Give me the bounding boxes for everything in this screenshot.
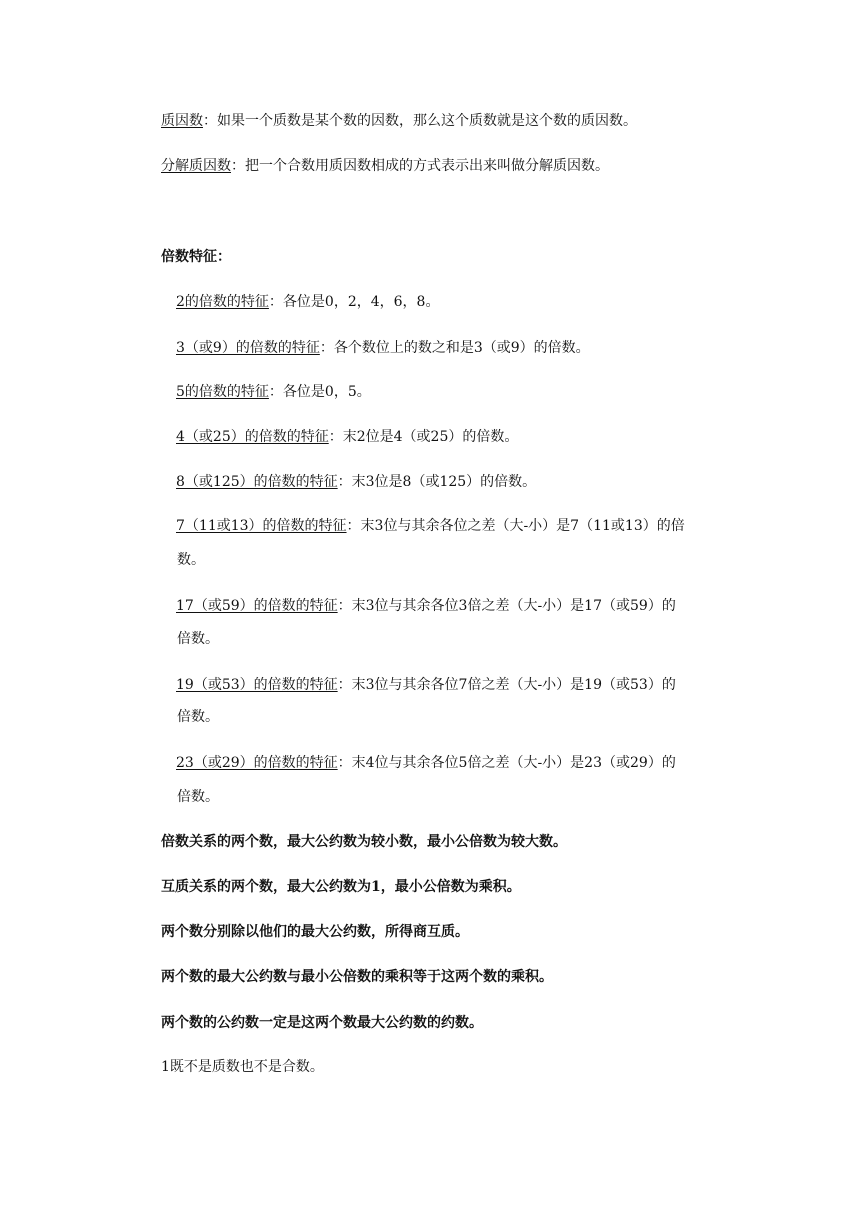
feature-label: 19（或53）的倍数的特征 xyxy=(176,677,338,693)
feature-item xyxy=(176,427,518,447)
feature-label: 3（或9）的倍数的特征 xyxy=(176,340,320,356)
final-note: 1既不是质数也不是合数。 xyxy=(161,1059,324,1075)
definition-prime-factorization xyxy=(161,156,609,176)
feature-text: 各位是0，5。 xyxy=(282,384,371,400)
feature-continuation: 倍数。 xyxy=(177,789,219,805)
feature-label: 23（或29）的倍数的特征 xyxy=(176,755,338,771)
feature-item xyxy=(176,516,685,536)
feature-label: 17（或59）的倍数的特征 xyxy=(176,598,338,614)
definition-text: 如果一个质数是某个数的因数，那么这个质数就是这个数的质因数。 xyxy=(217,113,637,129)
feature-text: 末3位与其余各位7倍之差（大-小）是19（或53）的 xyxy=(351,677,676,693)
feature-sep: ： xyxy=(268,384,283,400)
definition-term: 质因数 xyxy=(161,113,203,129)
rule-line: 两个数的最大公约数与最小公倍数的乘积等于这两个数的乘积。 xyxy=(161,969,553,985)
feature-sep: ： xyxy=(268,294,283,310)
feature-label: 7（11或13）的倍数的特征 xyxy=(176,518,347,534)
feature-continuation: 倍数。 xyxy=(177,709,219,725)
feature-item xyxy=(176,596,676,616)
feature-text: 各个数位上的数之和是3（或9）的倍数。 xyxy=(333,340,590,356)
feature-continuation: 数。 xyxy=(177,552,205,568)
feature-item xyxy=(176,675,676,695)
feature-sep: ： xyxy=(319,340,334,356)
feature-sep: ： xyxy=(346,518,361,534)
rule-line: 互质关系的两个数，最大公约数为1，最小公倍数为乘积。 xyxy=(161,879,521,895)
rule-line: 两个数的公约数一定是这两个数最大公约数的约数。 xyxy=(161,1015,483,1031)
definition-sep: ： xyxy=(203,113,217,129)
feature-text: 末2位是4（或25）的倍数。 xyxy=(342,429,519,445)
feature-item xyxy=(176,338,590,358)
feature-text: 末3位与其余各位3倍之差（大-小）是17（或59）的 xyxy=(351,598,676,614)
feature-sep: ： xyxy=(328,429,343,445)
feature-item xyxy=(176,382,371,402)
feature-sep: ： xyxy=(337,474,352,490)
feature-text: 各位是0，2，4，6，8。 xyxy=(282,294,440,310)
definition-text: 把一个合数用质因数相成的方式表示出来叫做分解质因数。 xyxy=(245,158,609,174)
definition-term: 分解质因数 xyxy=(161,158,231,174)
rule-line: 倍数关系的两个数，最大公约数为较小数，最小公倍数为较大数。 xyxy=(161,834,567,850)
feature-label: 2的倍数的特征 xyxy=(176,294,269,310)
feature-sep: ： xyxy=(337,755,352,771)
feature-label: 4（或25）的倍数的特征 xyxy=(176,429,329,445)
feature-item xyxy=(176,753,676,773)
feature-text: 末3位是8（或125）的倍数。 xyxy=(351,474,537,490)
feature-label: 8（或125）的倍数的特征 xyxy=(176,474,338,490)
feature-text: 末4位与其余各位5倍之差（大-小）是23（或29）的 xyxy=(351,755,676,771)
feature-text: 末3位与其余各位之差（大-小）是7（11或13）的倍 xyxy=(360,518,685,534)
feature-continuation: 倍数。 xyxy=(177,631,219,647)
feature-sep: ： xyxy=(337,598,352,614)
feature-sep: ： xyxy=(337,677,352,693)
section-heading: 倍数特征： xyxy=(161,249,231,265)
definition-prime-factor xyxy=(161,111,637,131)
feature-label: 5的倍数的特征 xyxy=(176,384,269,400)
feature-item xyxy=(176,292,439,312)
definition-sep: ： xyxy=(231,158,245,174)
feature-item xyxy=(176,472,536,492)
rule-line: 两个数分别除以他们的最大公约数，所得商互质。 xyxy=(161,924,469,940)
